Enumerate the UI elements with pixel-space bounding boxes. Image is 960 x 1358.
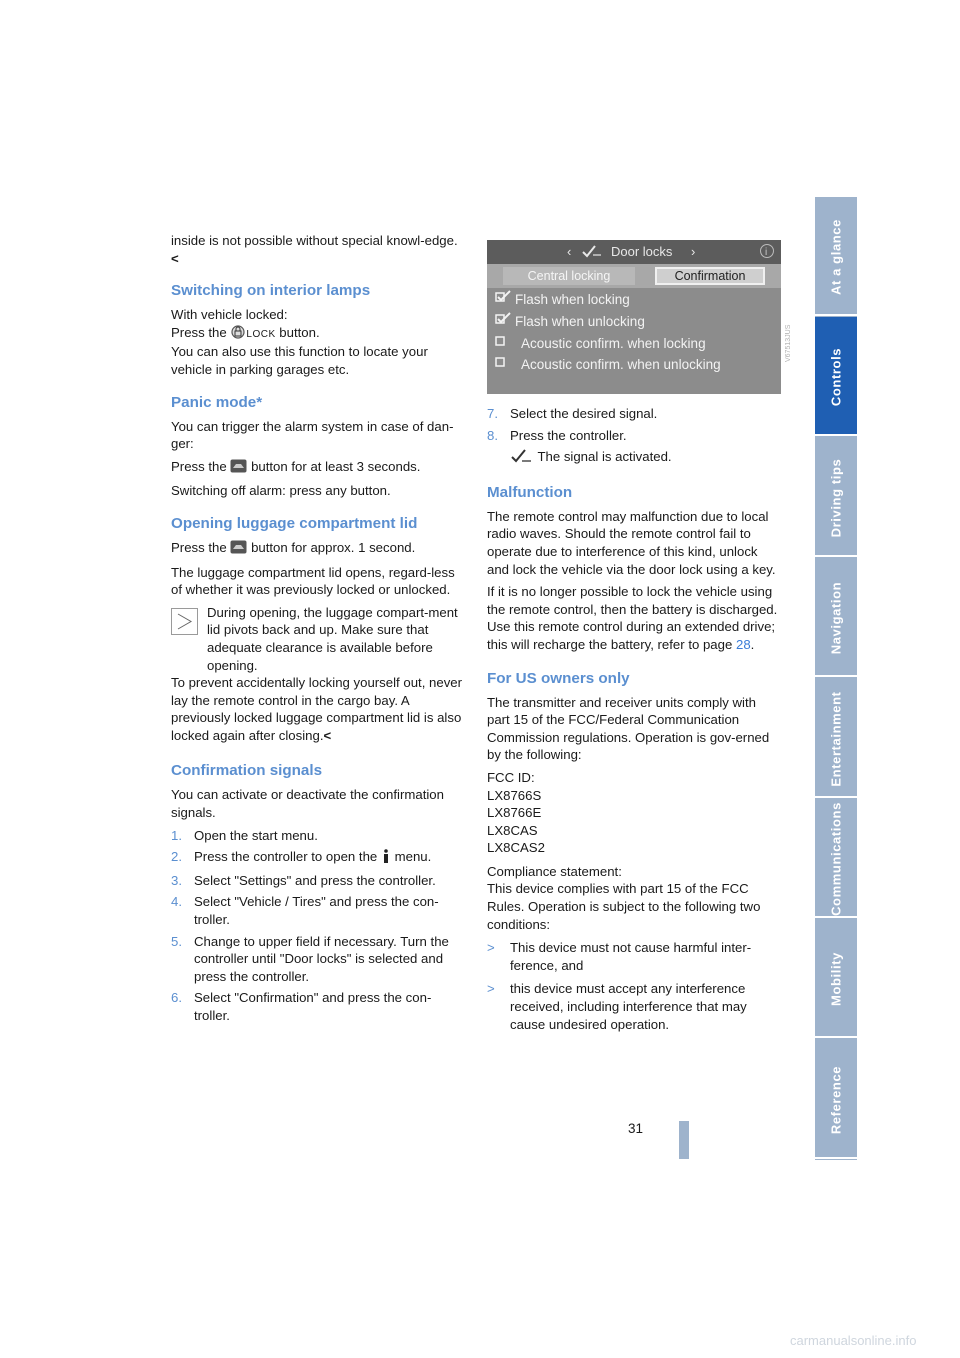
watermark: carmanualsonline.info (790, 1333, 917, 1348)
sidebar-tab-label: Driving tips (828, 458, 844, 538)
trunk-button-icon (230, 540, 247, 559)
heading-panic-mode: Panic mode* (171, 393, 263, 411)
lock-button-icon (230, 325, 246, 344)
step-number: 5. (171, 933, 182, 949)
check-icon (510, 449, 534, 468)
lock-label: LOCK (246, 328, 276, 340)
unchecked-icon (495, 334, 515, 354)
intro-text: inside is not possible without special knowl-edge.< (171, 233, 458, 266)
list-item (171, 893, 465, 928)
step-number: 1. (171, 827, 182, 843)
chevron-right-icon: › (691, 244, 696, 259)
step-number: 3. (171, 872, 182, 888)
page-link[interactable]: 28 (736, 636, 751, 652)
fcc-ids: FCC ID: LX8766S LX8766E LX8CAS LX8CAS2 (487, 769, 545, 856)
list-item (171, 989, 465, 1024)
us-text: The transmitter and receiver units comply with part 15 of the FCC/Federal Communication Commission regulations. Operation is gov-erned by the following: (487, 694, 770, 763)
heading-luggage: Opening luggage compartment lid (171, 514, 418, 532)
screen-item-acoustic-unlocking[interactable]: Acoustic confirm. when unlocking (495, 355, 721, 375)
step-text: Select the desired signal. (510, 406, 658, 421)
sidebar-tab[interactable] (815, 799, 857, 918)
step-text: Select "Settings" and press the controller. (194, 872, 436, 888)
list-item (171, 872, 465, 890)
screen-item-acoustic-locking[interactable]: Acoustic confirm. when locking (495, 334, 706, 354)
sidebar-tab[interactable] (815, 679, 857, 798)
trunk-button-icon (230, 459, 247, 478)
heading-malfunction: Malfunction (487, 483, 573, 501)
steps-list (171, 827, 465, 1025)
step-number: 4. (171, 894, 182, 910)
tab-confirmation[interactable]: Confirmation (655, 267, 765, 285)
checked-icon (495, 312, 515, 332)
page-marker (679, 1121, 689, 1159)
sidebar-tab-label: Controls (828, 348, 844, 407)
end-mark: < (171, 250, 179, 266)
list-item (487, 405, 781, 423)
screen-tabs (487, 264, 781, 288)
list-item: > This device must not cause harmful inter-ference, and (487, 940, 752, 973)
sidebar-tab[interactable] (815, 558, 857, 677)
panic-text-3: Switching off alarm: press any button. (171, 483, 391, 499)
list-item: > this device must accept any interference received, including interference that may cause undesired operation. (487, 981, 747, 1032)
image-stamp: V67513JUS (785, 324, 792, 362)
step-text: Open the start menu. (194, 827, 318, 843)
screen-item-flash-locking[interactable]: Flash when locking (495, 290, 630, 310)
caution-note: During opening, the luggage compart-ment lid pivots back and up. Make sure that adequate clearance is available before opening. To prevent accidentally locking yourself out, never lay the remote control in the cargo bay. A previously locked luggage compartment lid is also locked again after closing.< (171, 604, 465, 745)
screen-item-flash-unlocking[interactable]: Flash when unlocking (495, 312, 645, 332)
sidebar-tab-label: At a glance (828, 219, 844, 295)
sidebar-tab[interactable] (815, 317, 857, 436)
malfunction-text-2: If it is no longer possible to lock the vehicle using the remote control, then the battery is discharged. Use this remote control during an extended drive; this will recharge the battery, refer to page 28. (487, 584, 778, 652)
sidebar-tab-label: Navigation (828, 581, 844, 655)
screen-title: Door locks (611, 244, 673, 259)
sidebar-tab-label: Entertainment (828, 690, 844, 787)
svg-text:i: i (765, 247, 768, 258)
chapter-sidebar (815, 197, 857, 1160)
heading-us-owners: For US owners only (487, 669, 630, 687)
luggage-text-2: The luggage compartment lid opens, regard-less of whether it was previously locked or unlocked. (171, 564, 455, 598)
sidebar-tab[interactable] (815, 1040, 857, 1159)
list-item (487, 427, 781, 445)
info-menu-icon (381, 849, 391, 868)
step-number: 7. (487, 406, 498, 421)
malfunction-text-1: The remote control may malfunction due to local radio waves. Should the remote control fail to operate due to interference of this kind, unlock and lock the vehicle via the door lock using a key. (487, 508, 776, 577)
interior-lamps-text: With vehicle locked: Press the LOCK button. You can also use this function to locate your vehicle in parking garages etc. (171, 307, 428, 377)
sidebar-tab[interactable] (815, 197, 857, 316)
steps-list-continued (487, 405, 781, 444)
info-icon (759, 243, 775, 262)
right-column (487, 405, 781, 1037)
left-column (171, 232, 465, 1029)
sidebar-tab-label: Mobility (828, 952, 844, 1007)
sidebar-tab[interactable] (815, 919, 857, 1038)
screen-body (487, 264, 781, 394)
screen-header (487, 240, 781, 264)
heading-confirmation: Confirmation signals (171, 762, 323, 780)
idrive-screen (487, 240, 781, 394)
list-item (171, 933, 465, 986)
sidebar-tab-label: Communications (828, 802, 844, 916)
tab-central-locking[interactable]: Central locking (503, 267, 635, 285)
step-text: Press the controller. (510, 427, 627, 443)
compliance-text: Compliance statement: This device complies with part 15 of the FCC Rules. Operation is subject to the following two conditions: (487, 863, 761, 932)
sidebar-tab-label: Reference (828, 1065, 844, 1134)
list-item (171, 848, 465, 868)
step-number: 6. (171, 990, 182, 1006)
step-text: Select "Vehicle / Tires" and press the con-troller. (194, 894, 439, 928)
caution-icon (171, 608, 198, 635)
sidebar-tab[interactable] (815, 438, 857, 557)
check-icon (581, 243, 603, 262)
panic-text-1: You can trigger the alarm system in case of dan-ger: (171, 418, 454, 452)
step-text: Change to upper field if necessary. Turn the controller until "Door locks" is selected and press the controller. (194, 933, 449, 984)
list-item (171, 827, 465, 845)
step-text: Select "Confirmation" and press the con-troller. (194, 990, 432, 1023)
heading-interior-lamps: Switching on interior lamps (171, 282, 371, 300)
checked-icon (495, 290, 515, 310)
unchecked-icon (495, 355, 515, 375)
panic-text-2: Press the button for at least 3 seconds. (171, 458, 465, 478)
step-text: Press the controller to open the menu. (194, 848, 465, 868)
confirmation-text: You can activate or deactivate the confirmation signals. (171, 787, 444, 821)
caution-text-2: To prevent accidentally locking yourself out, never lay the remote control in the cargo bay. A previously locked luggage compartment lid is also locked again after closing.< (171, 675, 463, 743)
step-number: 2. (171, 849, 182, 865)
step-number: 8. (487, 427, 498, 443)
chevron-left-icon: ‹ (567, 244, 572, 259)
page-number: 31 (628, 1121, 644, 1136)
luggage-text-1: Press the button for approx. 1 second. (171, 539, 465, 559)
activated-line: The signal is activated. (487, 448, 781, 468)
